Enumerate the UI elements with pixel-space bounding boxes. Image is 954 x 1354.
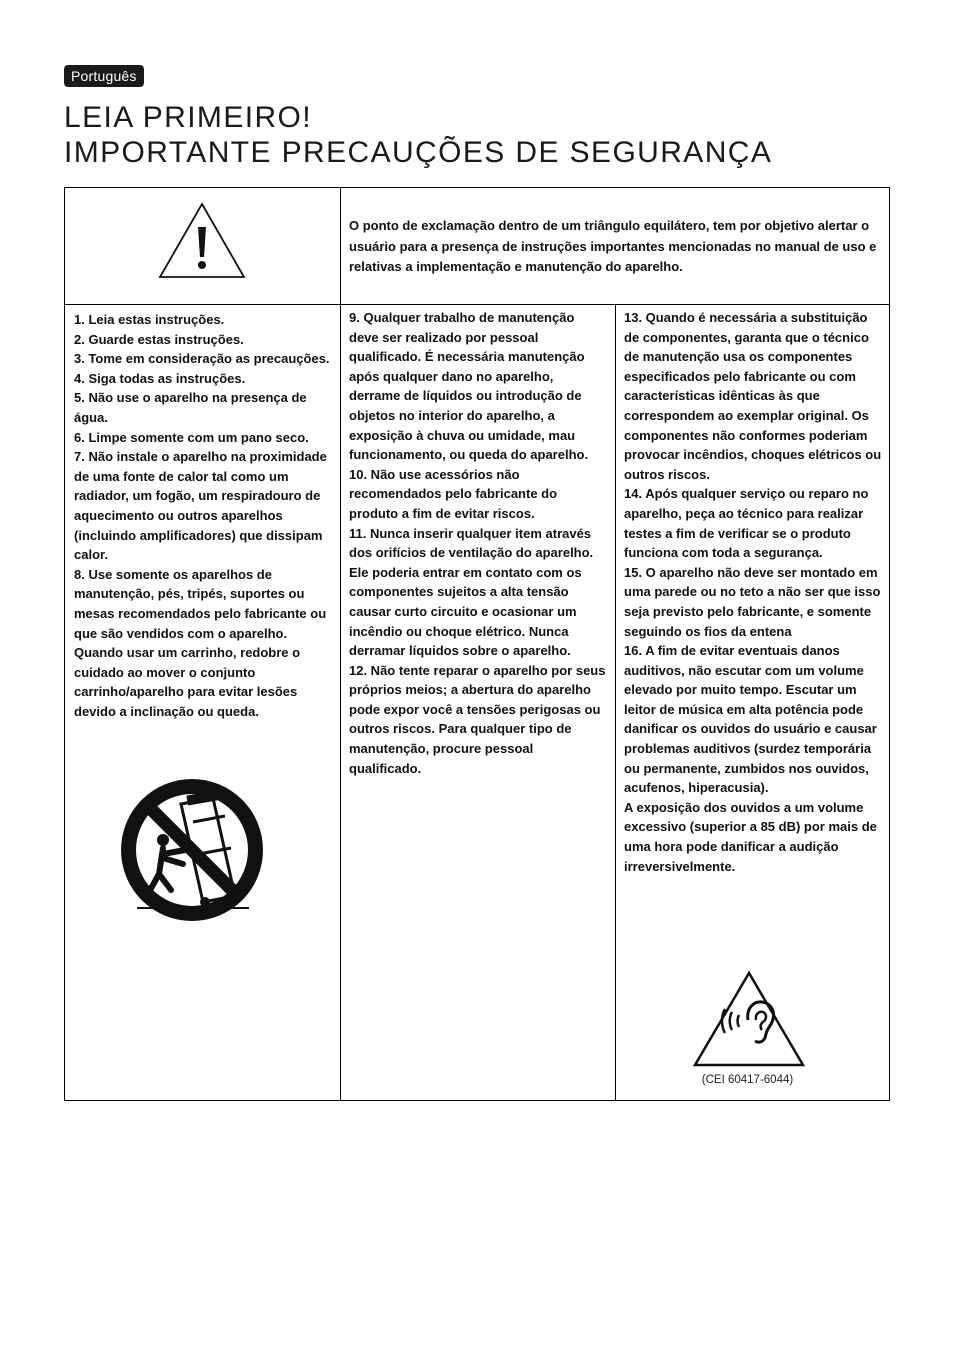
row-divider [65,304,889,305]
instruction-item: 3. Tome em consideração as precauções. [74,351,330,367]
language-badge: Português [64,65,144,87]
instruction-item: 14. Após qualquer serviço ou reparo no aparelho, peça ao técnico para realizar testes a fim de verificar se o produto funciona com toda a segurança. [624,486,869,561]
hearing-damage-warning-icon [692,970,806,1068]
instruction-item: 15. O aparelho não deve ser montado em uma parede ou no teto a não ser que isso seja previsto pelo fabricante, e somente seguindo os fios da entena [624,564,881,639]
instruction-item: 5. Não use o aparelho na presença de água. [74,390,307,425]
instruction-item: 9. Qualquer trabalho de manutenção deve ser realizado por pessoal qualificado. É necessária manutenção após qualquer dano no aparelho, derrame de líquidos ou introdução de objetos no interior do aparelho, a exposição à chuva ou umidade, mau funcionamento, ou queda do aparelho. [349,310,589,463]
intro-text: O ponto de exclamação dentro de um triângulo equilátero, tem por objetivo alertar o usuário para a presença de instruções importantes mencionadas no manual de uso e relativas a implementação e manutenção do aparelho. [349,218,877,274]
instruction-item: 16. A fim de evitar eventuais danos auditivos, não escutar com um volume elevado por muito tempo. Escutar um leitor de música em alta potência pode danificar os ouvidos do usuário e causar problemas auditivos (surdez temporária ou permanente, zumbidos nos ouvidos, acufenos, hiperacusia). [624,643,877,796]
ear-icon-caption: (CEI 60417-6044) [701,1074,794,1086]
instruction-item: 2. Guarde estas instruções. [74,331,244,347]
column-divider [340,188,341,1100]
instruction-item: 11. Nunca inserir qualquer item através dos orifícios de ventilação do aparelho. Ele poderia entrar em contato com os componentes sujeitos a alta tensão causar curto circuito e ocasionar um incêndio ou choque elétrico. Nunca derramar líquidos sobre o aparelho. [349,525,594,659]
title-line-1: LEIA PRIMEIRO! [64,101,312,134]
instruction-item: 13. Quando é necessária a substituição de componentes, garanta que o técnico de manutenção usa os componentes especificados pelo fabricante ou com características idênticas às que correspondem ao exemplar original. Os componentes não conformes poderiam provocar incêndios, choques elétricos ou outros riscos. [624,310,882,482]
page-title [64,100,772,170]
safety-table [64,187,890,1101]
instructions-column-2 [349,308,607,778]
instructions-column-3 [624,308,882,876]
instruction-item: 12. Não tente reparar o aparelho por seus próprios meios; a abertura do aparelho pode expor você a tensões perigosas ou outros riscos. Para qualquer tipo de manutenção, procure pessoal qualificado. [349,662,606,776]
instruction-item: 7. Não instale o aparelho na proximidade de uma fonte de calor tal como um radiador, um fogão, um respiradouro de aquecimento ou outros aparelhos (incluindo amplificadores) que dissipam calor. [74,449,327,563]
title-line-2: IMPORTANTE PRECAUÇÕES DE SEGURANÇA [64,136,773,169]
instruction-item: 6. Limpe somente com um pano seco. [74,429,309,445]
instruction-item: 1. Leia estas instruções. [74,312,225,327]
instruction-item: 8. Use somente os aparelhos de manutenção, pés, tripés, suportes ou mesas recomendados pelo fabricante ou que são vendidos com o aparelho. Quando usar um carrinho, redobre o cuidado ao mover o conjunto carrinho/aparelho para evitar lesões devido a inclinação ou queda. [74,566,327,719]
instruction-item: 10. Não use acessórios não recomendados pelo fabricante do produto a fim de evitar riscos. [349,466,558,521]
column-divider [615,305,616,1100]
instructions-column-1 [74,310,332,721]
cart-tip-over-warning-icon [119,776,269,924]
instruction-item: A exposição dos ouvidos a um volume excessivo (superior a 85 dB) por mais de uma hora pode danificar a audição irreversivelmente. [624,799,877,874]
instruction-item: 4. Siga todas as instruções. [74,370,246,386]
exclamation-triangle-icon [157,201,247,279]
